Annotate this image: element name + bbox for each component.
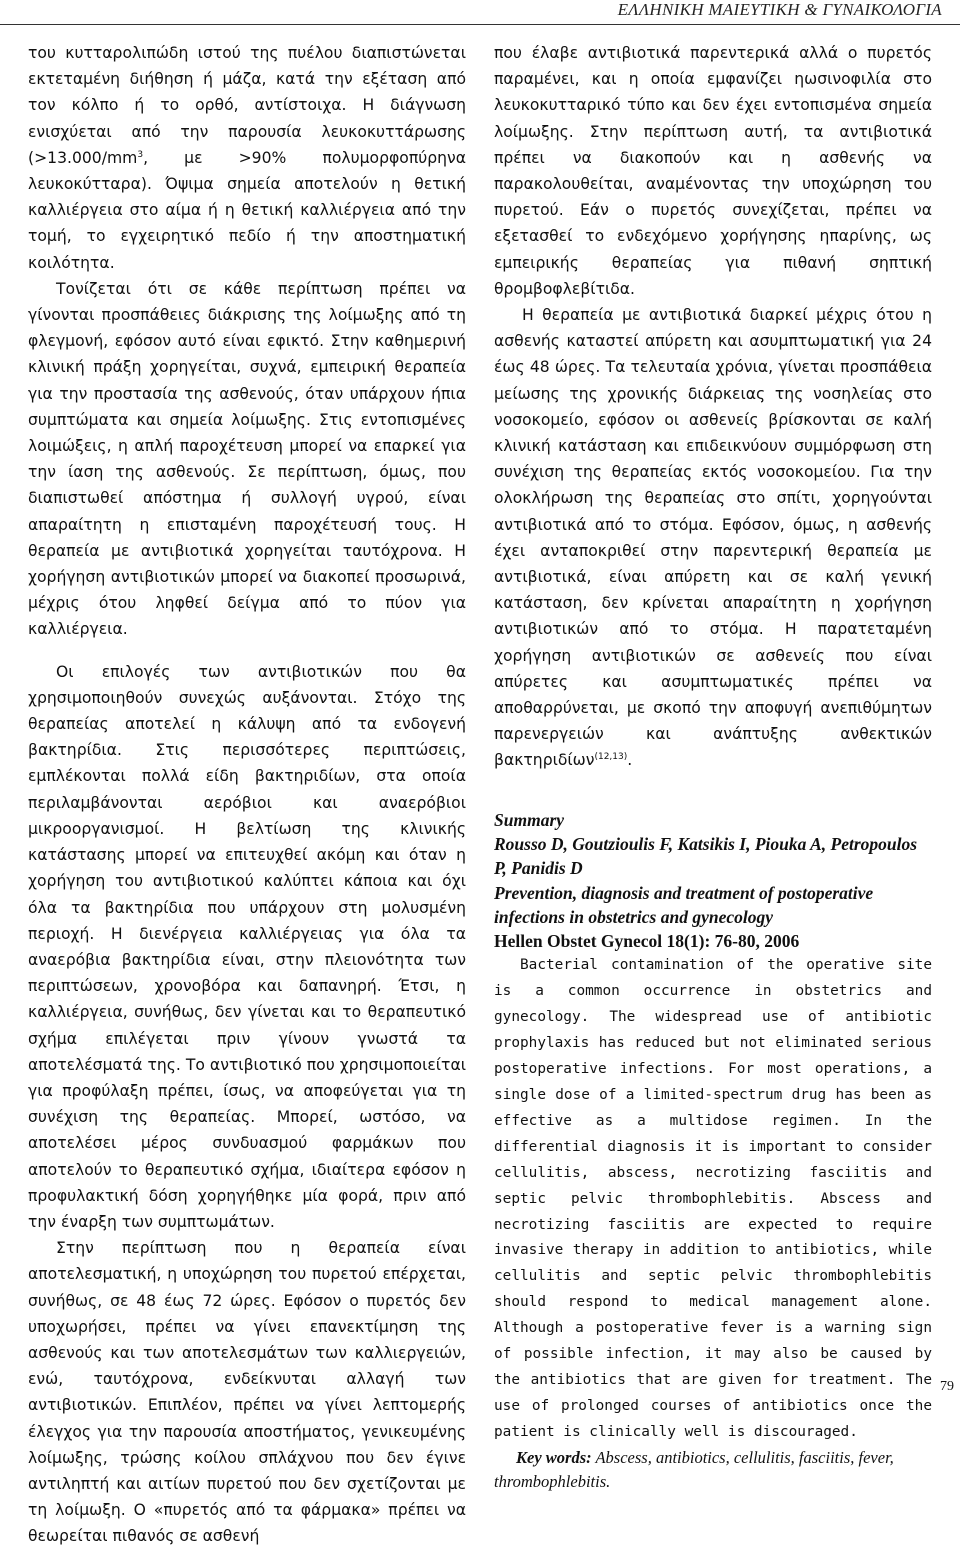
left-column	[28, 40, 466, 1550]
summary-journal: Hellen Obstet Gynecol 18(1): 76-80, 2006	[494, 931, 800, 952]
summary-heading: Summary	[494, 809, 565, 830]
keywords-label: Key words:	[516, 1447, 592, 1467]
running-head: ΕΛΛΗΝΙΚΗ ΜΑΙΕΥΤΙΚΗ & ΓΥΝΑΙΚΟΛΟΓΙΑ	[617, 0, 942, 19]
superscript-cubed: 3	[137, 149, 144, 160]
left-paragraph-4: Στην περίπτωση που η θεραπεία είναι αποτελεσματική, η υποχώρηση του πυρετού επέρχεται, συνήθως, σε 48 έως 72 ώρες. Εφόσον ο πυρετός δεν υποχωρήσει, πρέπει να γίνει επανεκτίμηση της ασθενούς και των αποτελεσμάτων των καλλιεργειών, ενώ, ταυτόχρονα, ενδείκνυται αλλαγή των αντιβιοτικών. Επιπλέον, πρέπει να γίνει λεπτομερής έλεγχος για την παρουσία αποστήματος, γενικευμένης λοίμωξης, τρώσης κοίλου σπλάχνου που δεν έγινε αντιληπτή και αιτίων πυρετού που δεν σχετίζονται με τη λοίμωξη. Ο «πυρετός από τα φάρμακα» πρέπει να θεωρείται πιθανός σε ασθενή	[28, 1239, 466, 1546]
summary-abstract: Bacterial contamination of the operative site is a common occurrence in obstetrics and gynecology. The widespread use of antibiotic prophylaxis has reduced but not eliminated serious postoperative infections. For most operations, a single dose of a limited-spectrum drug has been as effective as a multidose regimen. In the differential diagnosis it is important to consider cellulitis, abscess, necrotizing fasciitis and septic pelvic thrombophlebitis. Abscess and necrotizing fasciitis are expected to require invasive therapy in addition to antibiotics, while cellulitis and septic pelvic thrombophlebitis should respond to medical management alone. Although a postoperative fever is a warning sign of possible infection, it may also be caused by the antibiotics that are given for treatment. The use of prolonged courses of antibiotics once the patient is clinically well is discouraged.	[494, 957, 932, 1440]
header-rule	[0, 24, 960, 25]
citation-superscript: (12,13)	[594, 752, 628, 763]
summary-title: Prevention, diagnosis and treatment of postoperative infections in obstetrics and gynecology	[494, 882, 874, 927]
right-paragraph-2	[494, 302, 932, 774]
left-paragraph-1-text-b: , με >90% πολυμορφοπύρηνα λευκοκύτταρα). Όψιμα σημεία αποτελούν η θετική καλλιέργεια στο αίμα ή η θετική καλλιέργεια από την τομή, το εγχειρητικό πεδίο ή την αποστηματική κοιλότητα.	[28, 148, 466, 272]
right-paragraph-2-text-a: Η θεραπεία με αντιβιοτικά διαρκεί μέχρις ότου η ασθενής καταστεί απύρετη και ασυμπτωματική για 24 έως 48 ώρες. Τα τελευταία χρόνια, γίνεται προσπάθεια μείωσης της χρονικής διάρκειας της νοσηλείας στο νοσοκομείο, εφόσον οι ασθενείς βρίσκονται σε καλή κλινική κατάσταση και επιδεικνύουν συμμόρφωση στη συνέχιση της θεραπείας εκτός νοσοκομείου. Για την ολοκλήρωση της θεραπείας στο σπίτι, χορηγούνται αντιβιοτικά από το στόμα. Εφόσον, όμως, η ασθενής έχει ανταποκριθεί στην παρεντερική θεραπεία με αντιβιοτικά, είναι απύρετη και σε καλή γενική κατάσταση, δεν κρίνεται απαραίτητη η χορήγηση αντιβιοτικών από το στόμα. Η παρατεταμένη χορήγηση αντιβιοτικών σε ασθενείς που είναι απύρετες και ασυμπτωματικές πρέπει να αποθαρρύνεται, με σκοπό την αποφυγή ανεπιθύμητων παρενεργειών και ανάπτυξης ανθεκτικών βακτηριδίων	[494, 306, 932, 770]
left-paragraph-1	[28, 40, 466, 276]
summary-block	[494, 808, 932, 954]
keywords-list: Abscess, antibiotics, cellulitis, fasciitis, fever, thrombophlebitis.	[494, 1447, 894, 1492]
left-paragraph-1-text-a: του κυτταρολιπώδη ιστού της πυέλου διαπιστώνεται εκτεταμένη διήθηση ή μάζα, κατά την εξέταση από τον κόλπο ή το ορθό, αντίστοιχα. Η διάγνωση ενισχύεται από την παρουσία λευκοκυττάρωσης (>13.000/mm	[28, 44, 466, 167]
summary-authors: Rousso D, Goutzioulis F, Katsikis I, Piouka A, Petropoulos P, Panidis D	[494, 833, 918, 879]
left-paragraph-3: Οι επιλογές των αντιβιοτικών που θα χρησιμοποιηθούν συνεχώς αυξάνονται. Στόχο της θεραπείας αποτελεί η κάλυψη από τα ενδογενή βακτηρίδια. Στις περισσότερες περιπτώσεις, εμπλέκονται πολλά είδη βακτηριδίων, στα οποία περιλαμβάνονται αερόβιοι και αναερόβιοι μικροοργανισμοί. Η βελτίωση της κλινικής κατάστασης μπορεί να επιτευχθεί ακόμη και όταν η χορήγηση του αντιβιοτικού καλύπτει κάποια και όχι όλα τα βακτηρίδια που υπάρχουν στη μολυσμένη περιοχή. Η διενέργεια καλλιέργειας για όλα τα αναερόβια βακτηρίδια είναι, στην πλειονότητα των περιπτώσεων, χρονοβόρα και δαπανηρή. Έτσι, η καλλιέργεια, συνήθως, δεν γίνεται και το θεραπευτικό σχήμα επιλέγεται πριν γίνουν γνωστά τα αποτελέσματά της. Το αντιβιοτικό που χρησιμοποιείται για προφύλαξη πρέπει, ίσως, να αποφεύγεται για τη συνέχιση της θεραπείας. Μπορεί, ωστόσο, να αποτελέσει μέρος συνδυασμού φαρμάκων που αποτελούν το θεραπευτικό σχήμα, ιδιαίτερα εφόσον η προφυλακτική δόση χορηγήθηκε μία φορά, πριν από την έναρξη των συμπτωμάτων.	[28, 662, 466, 1231]
right-paragraph-1: που έλαβε αντιβιοτικά παρεντερικά αλλά ο πυρετός παραμένει, και η οποία εμφανίζει ηωσινοφιλία στο λευκοκυτταρικό τύπο και δεν έχει εντοπισμένα σημεία λοίμωξης. Στην περίπτωση αυτή, τα αντιβιοτικά πρέπει να διακοπούν και η ασθενής να παρακολουθείται, αναμένοντας την υποχώρηση του πυρετού. Εάν ο πυρετός συνεχίζεται, πρέπει να εξετασθεί το ενδεχόμενο χορήγησης ηπαρίνης, ως εμπειρικής θεραπείας για πιθανή σηπτική θρομβοφλεβίτιδα.	[494, 44, 932, 298]
left-paragraph-2: Τονίζεται ότι σε κάθε περίπτωση πρέπει να γίνονται προσπάθειες διάκρισης της λοίμωξης από τη φλεγμονή, εφόσον αυτό είναι εφικτό. Στην καθημερινή κλινική πράξη χορηγείται, συχνά, εμπειρική θεραπεία για την προστασία της ασθενούς, όταν υπάρχουν ήπια συμπτώματα και σημεία λοίμωξης. Στις εντοπισμένες λοιμώξεις, η απλή παροχέτευση μπορεί να επαρκεί για την ίαση της ασθενούς. Σε περίπτωση, όμως, που διαπιστωθεί απόστημα ή συλλογή υγρού, είναι απαραίτητη η επισταμένη παροχέτευσή τους. Η θεραπεία με αντιβιοτικά χορηγείται ταυτόχρονα. Η χορήγηση αντιβιοτικών μπορεί να διακοπεί προσωρινά, μέχρις ότου ληφθεί δείγμα από το πύον για καλλιέργεια.	[28, 279, 466, 639]
page-number: 79	[940, 1379, 954, 1394]
keywords	[494, 1446, 932, 1495]
right-paragraph-2-text-b: .	[627, 751, 633, 770]
right-column	[494, 40, 932, 1495]
